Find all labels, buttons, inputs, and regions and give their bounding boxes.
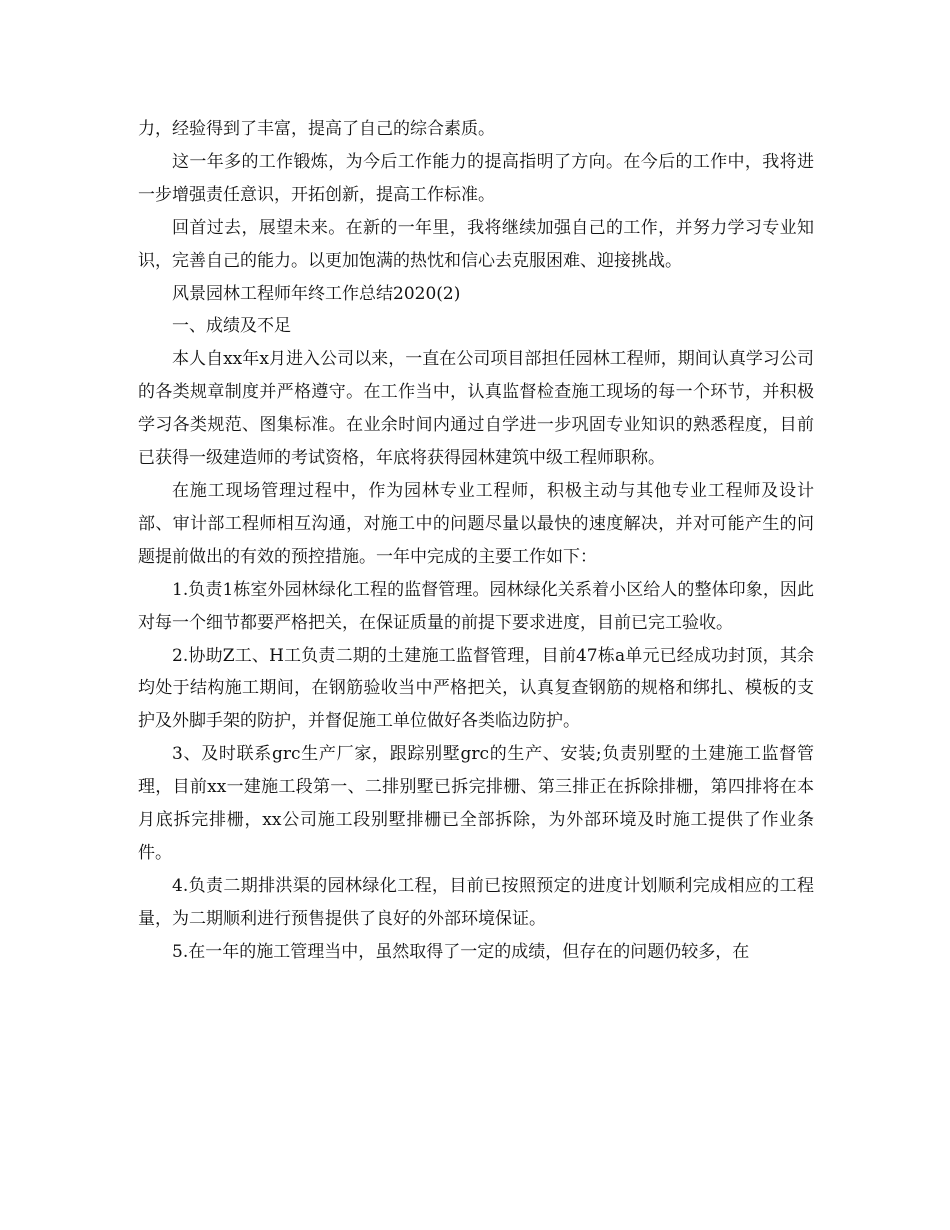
- paragraph: 本人自xx年x月进入公司以来，一直在公司项目部担任园林工程师，期间认真学习公司的各类规章制度并严格遵守。在工作当中，认真监督检查施工现场的每一个环节，并积极学习各类规范、图集标准。在业余时间内通过自学进一步巩固专业知识的熟悉程度，目前已获得一级建造师的考试资格，年底将获得园林建筑中级工程师职称。: [138, 349, 814, 469]
- paragraph: 回首过去，展望未来。在新的一年里，我将继续加强自己的工作，并努力学习专业知识，完善自己的能力。以更加饱满的热忱和信心去克服困难、迎接挑战。: [138, 217, 814, 271]
- section-heading: 一、成绩及不足: [172, 316, 291, 337]
- list-item: 3、及时联系grc生产厂家，跟踪别墅grc的生产、安装;负责别墅的土建施工监督管理，目前xx一建施工段第一、二排别墅已拆完排栅、第三排正在拆除排栅，第四排将在本月底拆完排栅，xx公司施工段别墅排栅已全部拆除，为外部环境及时施工提供了作业条件。: [138, 744, 814, 863]
- list-item: 2.协助Z工、H工负责二期的土建施工监督管理，目前47栋a单元已经成功封顶，其余均处于结构施工期间，在钢筋验收当中严格把关，认真复查钢筋的规格和绑扎、模板的支护及外脚手架的防护，并督促施工单位做好各类临边防护。: [138, 645, 814, 732]
- list-item: 1.负责1栋室外园林绿化工程的监督管理。园林绿化关系着小区给人的整体印象，因此对每一个细节都要严格把关，在保证质量的前提下要求进度，目前已完工验收。: [138, 579, 814, 633]
- list-item: 4.负责二期排洪渠的园林绿化工程，目前已按照预定的进度计划顺利完成相应的工程量，为二期顺利进行预售提供了良好的外部环境保证。: [138, 875, 814, 929]
- paragraph: 在施工现场管理过程中，作为园林专业工程师，积极主动与其他专业工程师及设计部、审计部工程师相互沟通，对施工中的问题尽量以最快的速度解决，并对可能产生的问题提前做出的有效的预控措施。一年中完成的主要工作如下：: [138, 480, 814, 567]
- section-title: 风景园林工程师年终工作总结2020(2): [172, 283, 461, 304]
- document-page: [138, 113, 814, 969]
- list-item: 5.在一年的施工管理当中，虽然取得了一定的成绩，但存在的问题仍较多，在: [172, 941, 750, 962]
- paragraph: 这一年多的工作锻炼，为今后工作能力的提高指明了方向。在今后的工作中，我将进一步增强责任意识，开拓创新，提高工作标准。: [138, 151, 814, 205]
- paragraph: 力，经验得到了丰富，提高了自己的综合素质。: [138, 119, 495, 139]
